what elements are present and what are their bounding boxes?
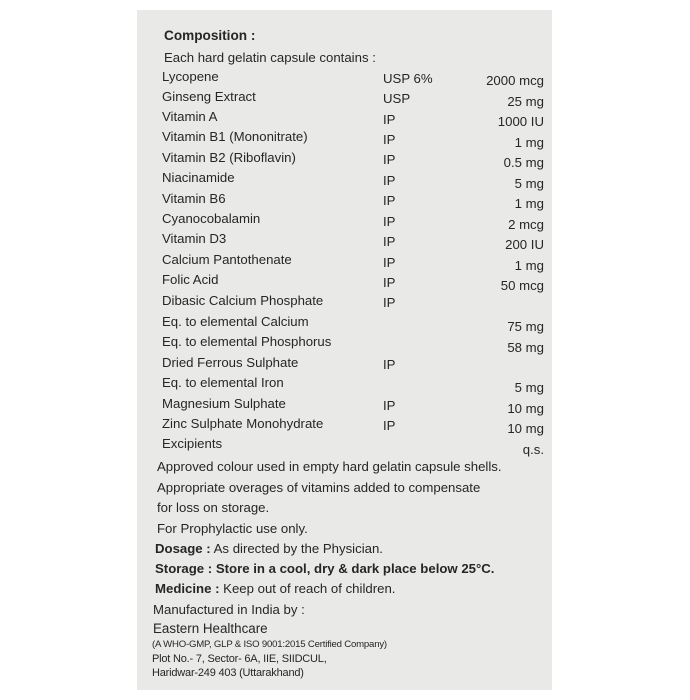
ingredient-name: Eq. to elemental Iron: [162, 375, 284, 390]
ingredient-name: Ginseng Extract: [162, 89, 256, 104]
ingredient-amount: 1 mg: [514, 258, 544, 273]
ingredient-standard: IP: [383, 112, 396, 127]
ingredient-amount: 5 mg: [514, 380, 544, 395]
storage-label: Storage :: [155, 561, 213, 576]
ingredient-standard: USP 6%: [383, 71, 433, 86]
manufacturer-intro: Manufactured in India by :: [153, 602, 305, 617]
ingredient-amount: 1000 IU: [497, 114, 544, 129]
ingredient-name: Dibasic Calcium Phosphate: [162, 293, 324, 308]
ingredient-name: Calcium Pantothenate: [162, 252, 292, 267]
ingredient-standard: IP: [383, 275, 396, 290]
ingredient-name: Vitamin B1 (Mononitrate): [162, 129, 308, 144]
overages-note-line2: for loss on storage.: [157, 500, 270, 515]
ingredient-amount: 5 mg: [514, 176, 544, 191]
ingredient-name: Cyanocobalamin: [162, 211, 261, 226]
ingredient-amount: 10 mg: [507, 401, 544, 416]
ingredient-name: Niacinamide: [162, 170, 235, 185]
ingredient-amount: 2 mcg: [508, 217, 544, 232]
dosage-text: As directed by the Physician.: [213, 541, 383, 556]
ingredient-amount: 1 mg: [514, 135, 544, 150]
composition-intro: Each hard gelatin capsule contains :: [164, 50, 376, 65]
ingredient-standard: IP: [383, 255, 396, 270]
ingredient-name: Eq. to elemental Phosphorus: [162, 334, 332, 349]
ingredient-amount: 10 mg: [507, 421, 544, 436]
ingredient-amount: 58 mg: [507, 340, 544, 355]
ingredient-amount: 1 mg: [514, 196, 544, 211]
ingredient-name: Dried Ferrous Sulphate: [162, 355, 299, 370]
manufacturer-certification: (A WHO-GMP, GLP & ISO 9001:2015 Certified Company): [152, 639, 387, 650]
ingredient-name: Vitamin A: [162, 109, 218, 124]
ingredient-name: Excipients: [162, 436, 223, 451]
composition-heading: Composition :: [164, 28, 256, 43]
ingredient-amount: 0.5 mg: [503, 155, 544, 170]
ingredient-standard: IP: [383, 398, 396, 413]
ingredient-name: Folic Acid: [162, 272, 219, 287]
ingredient-standard: IP: [383, 173, 396, 188]
ingredient-amount: q.s.: [522, 442, 544, 457]
ingredient-amount: 2000 mcg: [486, 73, 544, 88]
ingredient-name: Magnesium Sulphate: [162, 396, 286, 411]
manufacturer-address-line1: Plot No.- 7, Sector- 6A, IIE, SIIDCUL,: [152, 653, 327, 665]
ingredient-standard: IP: [383, 152, 396, 167]
dosage-label: Dosage :: [155, 541, 211, 556]
medicine-text: Keep out of reach of children.: [223, 581, 396, 596]
ingredient-name: Zinc Sulphate Monohydrate: [162, 416, 324, 431]
ingredient-amount: 50 mcg: [500, 278, 544, 293]
storage-text: Store in a cool, dry & dark place below 25°C.: [215, 561, 495, 576]
medicine-line: [155, 581, 395, 597]
manufacturer-address-line2: Haridwar-249 403 (Uttarakhand): [152, 667, 304, 679]
composition-label-panel: [137, 10, 552, 690]
ingredient-amount: 200 IU: [505, 237, 544, 252]
ingredient-standard: IP: [383, 214, 396, 229]
ingredient-standard: IP: [383, 132, 396, 147]
ingredient-standard: IP: [383, 295, 396, 310]
dosage-line: [155, 541, 383, 557]
ingredient-name: Lycopene: [162, 69, 219, 84]
ingredient-standard: USP: [383, 91, 411, 106]
ingredient-standard: IP: [383, 193, 396, 208]
ingredient-name: Vitamin D3: [162, 231, 227, 246]
ingredient-standard: IP: [383, 234, 396, 249]
ingredient-standard: IP: [383, 357, 396, 372]
overages-note-line1: Appropriate overages of vitamins added to compensate: [157, 480, 481, 495]
colour-note: Approved colour used in empty hard gelatin capsule shells.: [157, 459, 502, 474]
ingredient-name: Vitamin B2 (Riboflavin): [162, 150, 296, 165]
ingredient-name: Eq. to elemental Calcium: [162, 314, 309, 329]
prophylactic-note: For Prophylactic use only.: [157, 521, 308, 536]
medicine-label: Medicine :: [155, 581, 220, 596]
ingredient-standard: IP: [383, 418, 396, 433]
ingredient-amount: 25 mg: [507, 94, 544, 109]
ingredient-name: Vitamin B6: [162, 191, 226, 206]
manufacturer-name: Eastern Healthcare: [153, 621, 268, 636]
storage-line: [155, 561, 494, 577]
ingredient-amount: 75 mg: [507, 319, 544, 334]
